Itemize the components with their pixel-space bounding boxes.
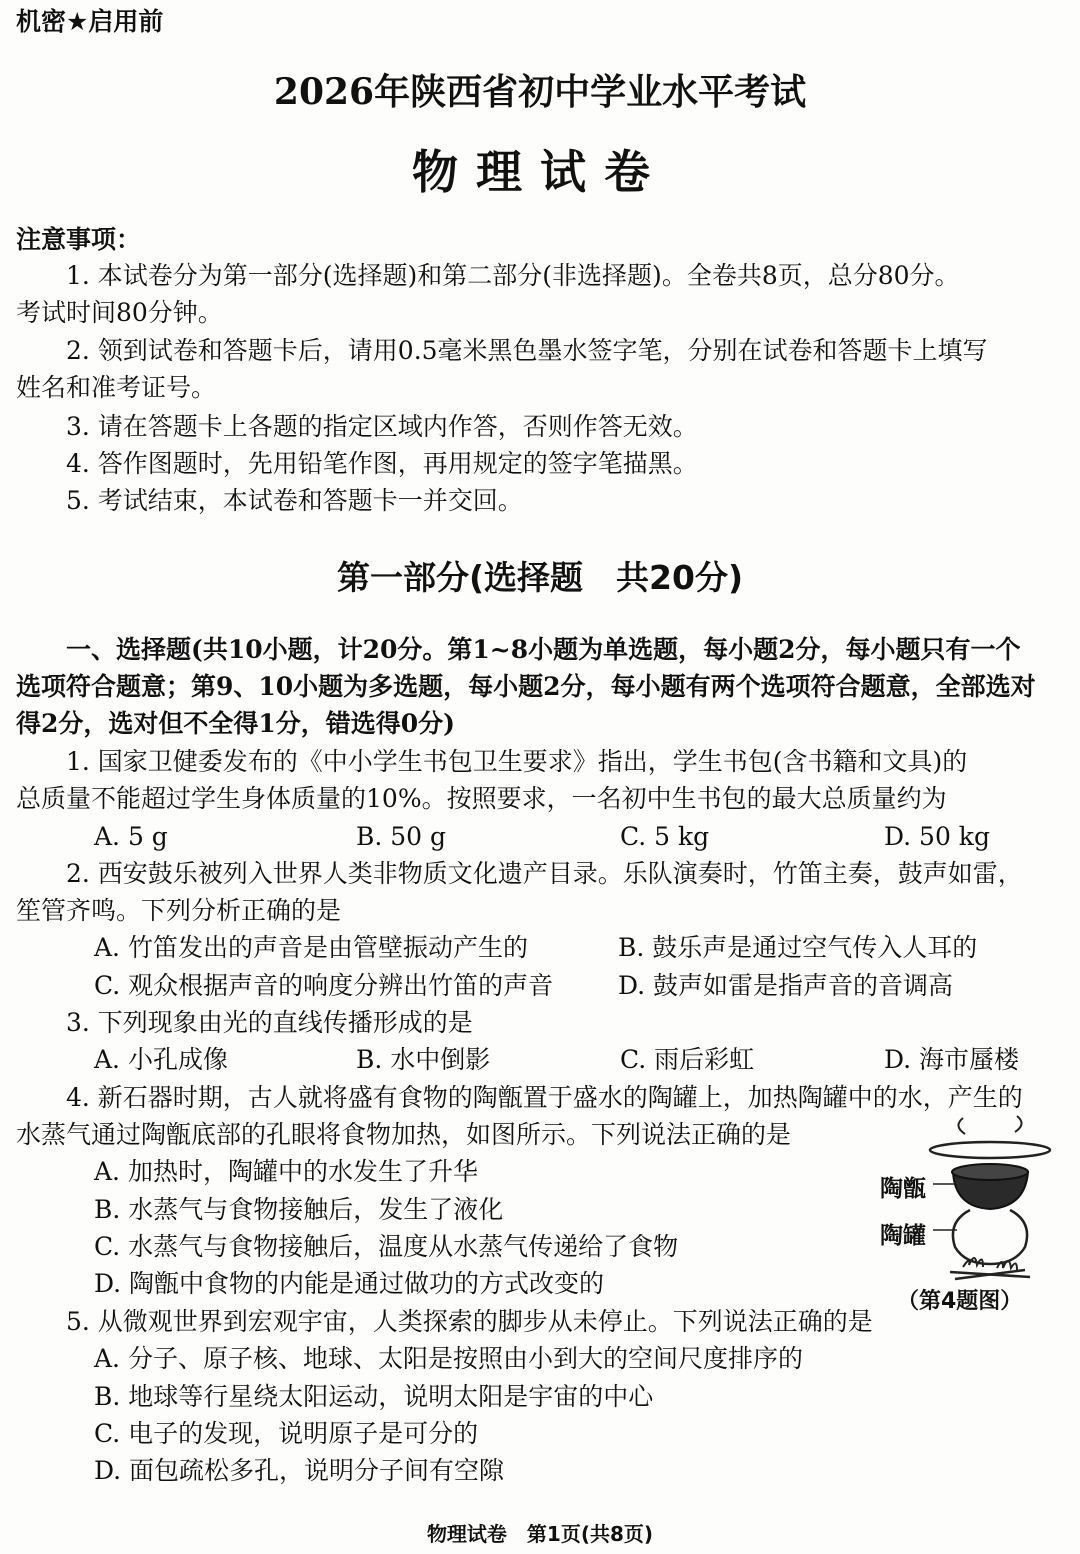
q2-option-c: C. 观众根据声音的响度分辨出竹笛的声音 [94,971,554,1000]
q3-option-b: B. 水中倒影 [356,1045,491,1074]
section-instruction: 选项符合题意；第9、10小题为多选题，每小题2分，每小题有两个选项符合题意，全部选对 [16,672,1036,701]
figure-label-guan: 陶罐 [880,1223,926,1249]
q3-option-a: A. 小孔成像 [94,1045,228,1074]
q2-option-b: B. 鼓乐声是通过空气传入人耳的 [618,933,978,962]
q5-option-c: C. 电子的发现，说明原子是可分的 [94,1419,479,1448]
page-footer: 物理试卷 第1页(共8页) [426,1522,654,1546]
note-line: 3. 请在答题卡上各题的指定区域内作答，否则作答无效。 [66,412,698,441]
question-3-stem: 3. 下列现象由光的直线传播形成的是 [66,1008,473,1037]
question-4-stem: 4. 新石器时期，古人就将盛有食物的陶甑置于盛水的陶罐上，加热陶罐中的水，产生的 [66,1083,1023,1112]
q4-option-c: C. 水蒸气与食物接触后，温度从水蒸气传递给了食物 [94,1232,679,1261]
question-2-stem: 2. 西安鼓乐被列入世界人类非物质文化遗产目录。乐队演奏时，竹笛主奏，鼓声如雷， [66,859,1023,888]
q4-option-a: A. 加热时，陶罐中的水发生了升华 [94,1157,478,1186]
note-line: 5. 考试结束，本试卷和答题卡一并交回。 [66,486,523,515]
exam-title: 2026年陕西省初中学业水平考试 [273,71,807,113]
question-2-stem: 笙管齐鸣。下列分析正确的是 [16,896,342,925]
q2-option-a: A. 竹笛发出的声音是由管壁振动产生的 [94,933,528,962]
question-5-stem: 5. 从微观世界到宏观宇宙，人类探索的脚步从未停止。下列说法正确的是 [66,1307,873,1336]
q1-option-c: C. 5 kg [620,822,710,851]
figure-label-zeng: 陶甑 [880,1176,926,1202]
question-4-stem: 水蒸气通过陶甑底部的孔眼将食物加热，如图所示。下列说法正确的是 [16,1120,792,1149]
q3-option-c: C. 雨后彩虹 [620,1045,755,1074]
section-instruction: 一、选择题(共10小题，计20分。第1~8小题为单选题，每小题2分，每小题只有一个 [66,635,1021,664]
figure-caption: （第4题图） [897,1289,1023,1314]
q3-option-d: D. 海市蜃楼 [884,1045,1020,1074]
q4-option-d: D. 陶甑中食物的内能是通过做功的方式改变的 [94,1269,605,1298]
q1-option-a: A. 5 g [94,822,168,851]
section-instruction: 得2分，选对但不全得1分，错选得0分) [16,709,456,738]
q2-option-d: D. 鼓声如雷是指声音的音调高 [618,971,954,1000]
q1-option-b: B. 50 g [356,822,447,851]
q5-option-b: B. 地球等行星绕太阳运动，说明太阳是宇宙的中心 [94,1382,654,1411]
note-line: 1. 本试卷分为第一部分(选择题)和第二部分(非选择题)。全卷共8页，总分80分。 [66,261,960,290]
question-1-stem: 总质量不能超过学生身体质量的10%。按照要求，一名初中生书包的最大总质量约为 [16,784,947,813]
note-line: 姓名和准考证号。 [16,373,217,402]
q1-option-d: D. 50 kg [884,822,990,851]
note-line: 4. 答作图题时，先用铅笔作图，再用规定的签字笔描黑。 [66,449,698,478]
question-1-stem: 1. 国家卫健委发布的《中小学生书包卫生要求》指出，学生书包(含书籍和文具)的 [66,747,968,776]
confidential-mark: 机密★启用前 [16,7,164,36]
note-line: 考试时间80分钟。 [16,298,223,327]
figure-4 [875,1112,1075,1322]
q5-option-a: A. 分子、原子核、地球、太阳是按照由小到大的空间尺度排序的 [94,1344,803,1373]
note-line: 2. 领到试卷和答题卡后，请用0.5毫米黑色墨水签字笔，分别在试卷和答题卡上填写 [66,336,988,365]
q4-option-b: B. 水蒸气与食物接触后，发生了液化 [94,1195,504,1224]
q5-option-d: D. 面包疏松多孔，说明分子间有空隙 [94,1456,505,1485]
subject-title: 物理试卷 [412,145,668,199]
part-title: 第一部分(选择题 共20分) [336,558,744,597]
notes-heading: 注意事项： [16,225,142,254]
